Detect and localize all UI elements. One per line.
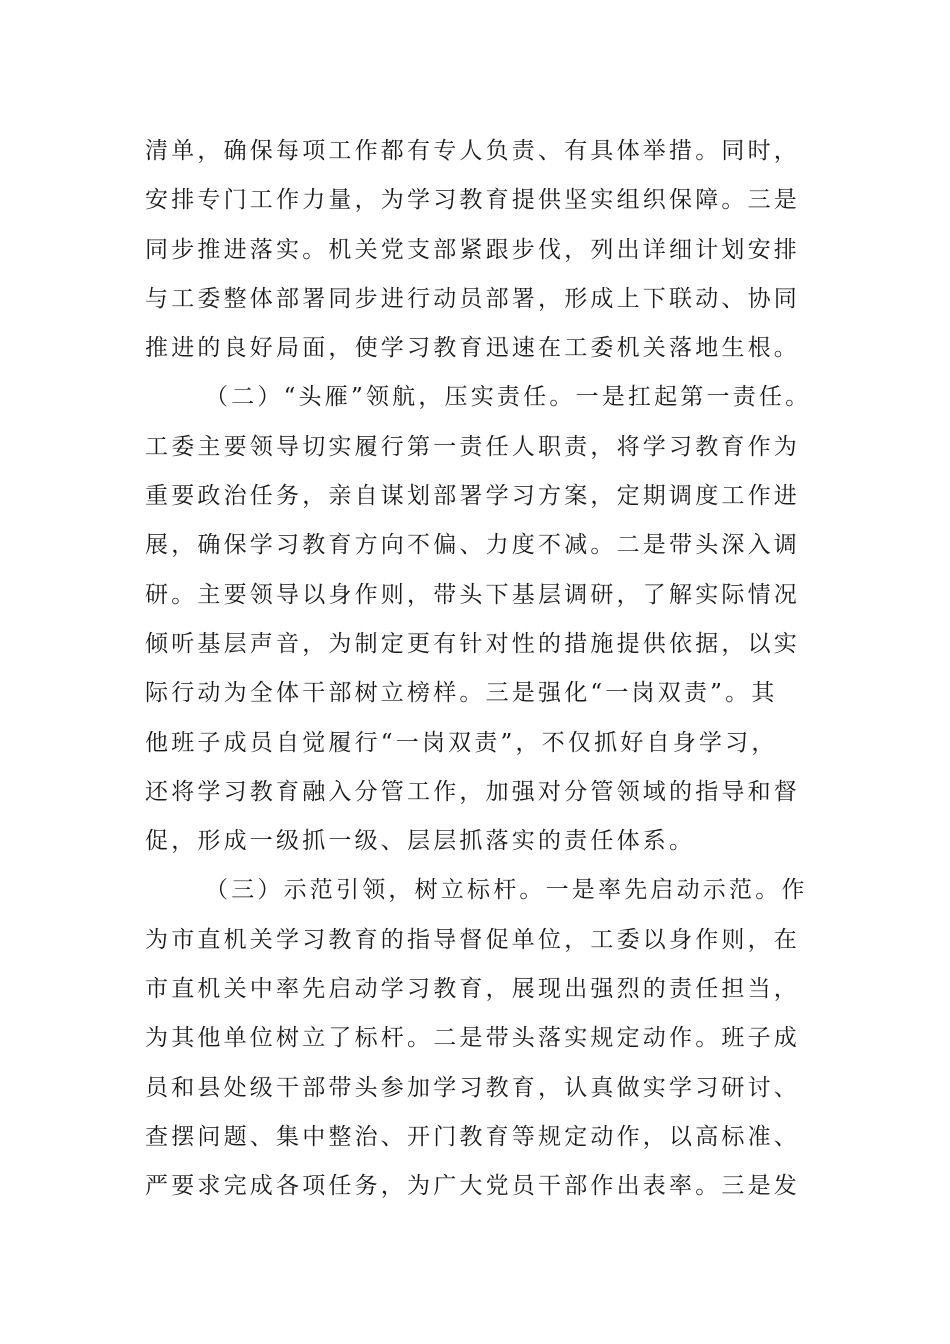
text-line: 展，确保学习教育方向不偏、力度不减。二是带头深入调 — [145, 532, 800, 559]
text-line: 清单，确保每项工作都有专人负责、有具体举措。同时， — [145, 138, 800, 164]
text-line: 他班子成员自觉履行“一岗双责”，不仅抓好自身学习， — [145, 729, 778, 756]
text-line: 与工委整体部署同步进行动员部署，形成上下联动、协同 — [145, 285, 800, 312]
text-line: 促，形成一级抓一级、层层抓落实的责任体系。 — [145, 828, 696, 855]
text-line: 工委主要领导切实履行第一责任人职责，将学习教育作为 — [145, 433, 800, 460]
text-line: 重要政治任务，亲自谋划部署学习方案，定期调度工作进 — [145, 483, 800, 510]
text-line: 查摆问题、集中整治、开门教育等规定动作，以高标准、 — [145, 1123, 800, 1150]
text-line: 员和县处级干部带头参加学习教育，认真做实学习研讨、 — [145, 1074, 800, 1101]
section-heading-line: （二）“头雁”领航，压实责任。一是扛起第一责任。 — [205, 384, 812, 411]
text-line: 为市直机关学习教育的指导督促单位，工委以身作则，在 — [145, 926, 800, 953]
text-line: 还将学习教育融入分管工作，加强对分管领域的指导和督 — [145, 778, 800, 805]
text-line: 严要求完成各项任务，为广大党员干部作出表率。三是发 — [145, 1173, 800, 1200]
text-line: 市直机关中率先启动学习教育，展现出强烈的责任担当， — [145, 976, 800, 1003]
text-line: 研。主要领导以身作则，带头下基层调研，了解实际情况 — [145, 581, 800, 608]
text-line: 推进的良好局面，使学习教育迅速在工委机关落地生根。 — [145, 335, 800, 362]
text-line: 倾听基层声音，为制定更有针对性的措施提供依据，以实 — [145, 630, 800, 657]
body-text — [145, 127, 810, 1212]
section-heading-line: （三）示范引领，树立标杆。一是率先启动示范。作 — [205, 877, 808, 904]
text-line: 际行动为全体干部树立榜样。三是强化“一岗双责”。其 — [145, 680, 778, 707]
text-line: 同步推进落实。机关党支部紧跟步伐，列出详细计划安排 — [145, 236, 800, 263]
text-line: 安排专门工作力量，为学习教育提供坚实组织保障。三是 — [145, 187, 800, 214]
text-line: 为其他单位树立了标杆。二是带头落实规定动作。班子成 — [145, 1025, 800, 1052]
